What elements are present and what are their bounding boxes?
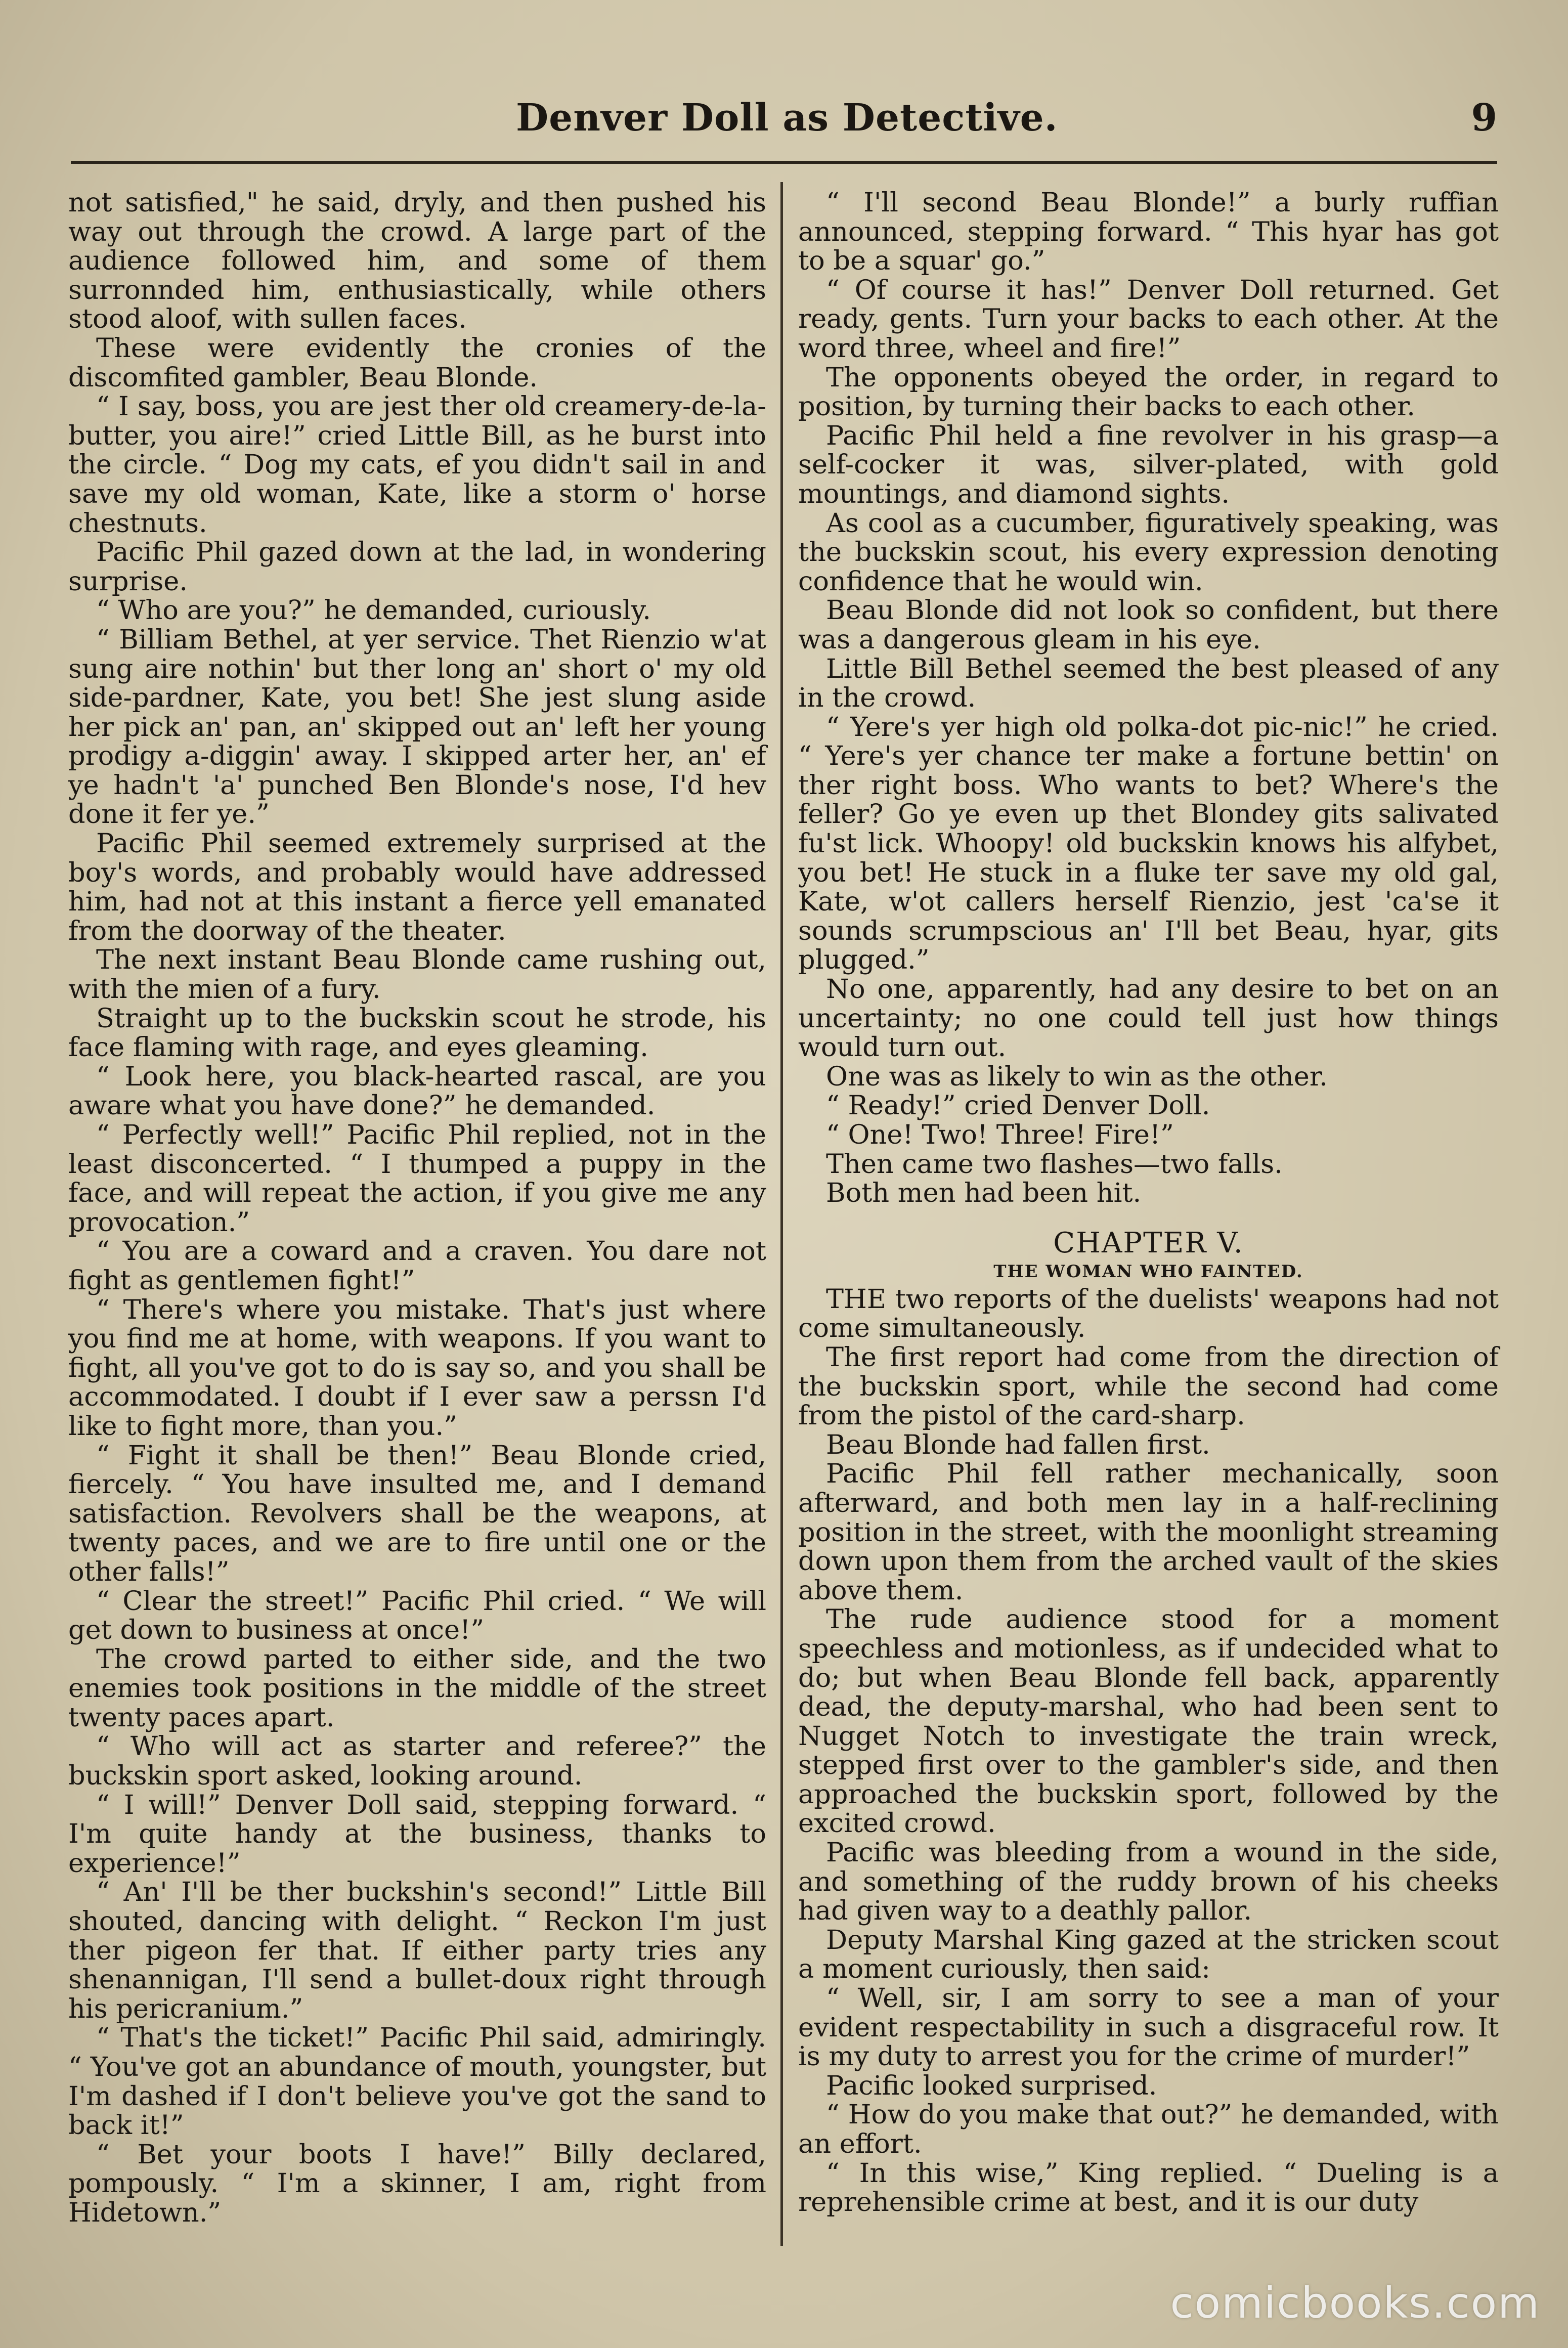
paragraph: As cool as a cucumber, figuratively speaking, was the buckskin scout, his every expression denoting confidence that he would win.: [798, 507, 1499, 597]
paragraph: “ Clear the street!” Pacific Phil cried. “ We will get down to business at once!”: [68, 1585, 766, 1646]
paragraph: “ I'll second Beau Blonde!” a burly ruffian announced, stepping forward. “ This hyar has got to be a squar' go.”: [798, 187, 1499, 277]
paragraph: “ Perfectly well!” Pacific Phil replied, not in the least disconcerted. “ I thumped a puppy in the face, and will repeat the action, if you give me any provocation.”: [68, 1119, 766, 1238]
paragraph: Both men had been hit.: [826, 1178, 1142, 1209]
paragraph: Straight up to the buckskin scout he strode, his face flaming with rage, and eyes gleaming.: [68, 1003, 766, 1063]
paragraph: “ Yere's yer high old polka-dot pic-nic!” he cried. “ Yere's yer chance ter make a fortune bettin' on ther right boss. Who wants to bet? Where's the feller? Go ye even up thet Blondey gits salivated fu'st lick. Whoopy! old buckskin knows his alfybet, you bet! He stuck in a fluke ter save my old gal, Kate, w'ot callers herself Rienzio, jest 'ca'se it sounds scrumpscious an' I'll bet Beau, hyar, gits plugged.”: [798, 711, 1499, 976]
paragraph: The next instant Beau Blonde came rushing out, with the mien of a fury.: [68, 944, 766, 1005]
paragraph: “ You are a coward and a craven. You dare not fight as gentlemen fight!”: [68, 1236, 766, 1296]
running-title: Denver Doll as Detective.: [516, 96, 1058, 140]
paragraph: The crowd parted to either side, and the two enemies took positions in the middle of the street twenty paces apart.: [68, 1643, 766, 1733]
paragraph: “ That's the ticket!” Pacific Phil said, admiringly. “ You've got an abundance of mouth, youngster, but I'm dashed if I don't believe you've got the sand to back it!”: [68, 2022, 766, 2141]
right-column: [798, 188, 1499, 2217]
page-number: 9: [1471, 96, 1497, 140]
paragraph: Pacific Phil fell rather mechanically, soon afterward, and both men lay in a half-reclining position in the street, with the moonlight streaming down upon them from the arched vault of the skies above them.: [798, 1458, 1499, 1606]
paragraph: Beau Blonde did not look so confident, but there was a dangerous gleam in his eye.: [798, 595, 1499, 655]
paragraph: Pacific looked surprised.: [826, 2070, 1157, 2101]
chapter-heading: CHAPTER V.: [1053, 1226, 1244, 1259]
paragraph: The first report had come from the direction of the buckskin sport, while the second had come from the pistol of the card-sharp.: [798, 1341, 1499, 1431]
paragraph: “ Who will act as starter and referee?” the buckskin sport asked, looking around.: [68, 1731, 766, 1792]
paragraph: Then came two flashes—two falls.: [826, 1148, 1283, 1180]
page-header: [71, 96, 1497, 152]
paragraph: “ Fight it shall be then!” Beau Blonde cried, fiercely. “ You have insulted me, and I demand satisfaction. Revolvers shall be the weapons, at twenty paces, and we are to fire until one or the other falls!”: [68, 1440, 766, 1587]
paragraph: “ Of course it has!” Denver Doll returned. Get ready, gents. Turn your backs to each other. At the word three, wheel and fire!”: [798, 274, 1499, 364]
paragraph: “ In this wise,” King replied. “ Dueling is a reprehensible crime at best, and it is our duty: [798, 2157, 1499, 2218]
paragraph: The opponents obeyed the order, in regard to position, by turning their backs to each other.: [798, 362, 1499, 422]
paragraph: No one, apparently, had any desire to bet on an uncertainty; no one could tell just how things would turn out.: [798, 974, 1499, 1063]
paragraph: “ Well, sir, I am sorry to see a man of your evident respectability in such a disgraceful row. It is my duty to arrest you for the crime of murder!”: [798, 1983, 1499, 2072]
paragraph: “ I will!” Denver Doll said, stepping forward. “ I'm quite handy at the business, thanks to experience!”: [68, 1789, 766, 1879]
paragraph: Pacific Phil seemed extremely surprised at the boy's words, and probably would have addressed him, had not at this instant a fierce yell emanated from the doorway of the theater.: [68, 828, 766, 946]
paragraph: Pacific was bleeding from a wound in the side, and something of the ruddy brown of his cheeks had given way to a deathly pallor.: [798, 1837, 1499, 1927]
paragraph: “ Who are you?” he demanded, curiously.: [96, 595, 651, 626]
paragraph: “ Ready!” cried Denver Doll.: [826, 1090, 1210, 1121]
chapter-subtitle: THE WOMAN WHO FAINTED.: [993, 1261, 1303, 1282]
left-column: [68, 188, 766, 2228]
paragraph: “ There's where you mistake. That's just where you find me at home, with weapons. If you want to fight, all you've got to do is say so, and you shall be accommodated. I doubt if I ever saw a perssn I'd like to fight more, than you.”: [68, 1294, 766, 1442]
paragraph: “ Look here, you black-hearted rascal, are you aware what you have done?” he demanded.: [68, 1061, 766, 1121]
header-rule: [71, 161, 1497, 164]
paragraph: The rude audience stood for a moment speechless and motionless, as if undecided what to do; but when Beau Blonde fell back, apparently dead, the deputy-marshal, who had been sent to Nugget Notch to investigate the train wreck, stepped first over to the gambler's side, and then approached the buckskin sport, followed by the excited crowd.: [798, 1604, 1499, 1839]
paragraph: “ One! Two! Three! Fire!”: [826, 1119, 1174, 1150]
paragraph: THE two reports of the duelists' weapons had not come simultaneously.: [798, 1283, 1499, 1344]
paragraph: Deputy Marshal King gazed at the stricken scout a moment curiously, then said:: [798, 1924, 1499, 1985]
paragraph: “ I say, boss, you are jest ther old creamery-de-la-butter, you aire!” cried Little Bill, as he burst into the circle. “ Dog my cats, ef you didn't sail in and save my old woman, Kate, like a storm o' horse chestnuts.: [68, 391, 766, 539]
column-divider: [780, 182, 783, 2246]
paragraph: Little Bill Bethel seemed the best pleased of any in the crowd.: [798, 653, 1499, 714]
watermark: comicbooks.com: [1170, 2278, 1540, 2328]
paragraph: Pacific Phil gazed down at the lad, in wondering surprise.: [68, 537, 766, 597]
paragraph: “ How do you make that out?” he demanded, with an effort.: [798, 2099, 1499, 2159]
paragraph: “ An' I'll be ther buckshin's second!” Little Bill shouted, dancing with delight. “ Reckon I'm just ther pigeon fer that. If either party tries any shenannigan, I'll send a bullet-doux right through his pericranium.”: [68, 1877, 766, 2024]
paragraph: Pacific Phil held a fine revolver in his grasp—a self-cocker it was, silver-plated, with gold mountings, and diamond sights.: [798, 420, 1499, 509]
paragraph: “ Billiam Bethel, at yer service. Thet Rienzio w'at sung aire nothin' but ther long an' short o' my old side-pardner, Kate, you bet! She jest slung aside her pick an' pan, an' skipped out an' left her young prodigy a-diggin' away. I skipped arter her, an' ef ye hadn't 'a' punched Ben Blonde's nose, I'd hev done it fer ye.”: [68, 624, 766, 830]
paragraph: One was as likely to win as the other.: [826, 1061, 1328, 1092]
paragraph: “ Bet your boots I have!” Billy declared, pompously. “ I'm a skinner, I am, right from Hidetown.”: [68, 2139, 766, 2228]
paragraph: Beau Blonde had fallen first.: [826, 1429, 1210, 1460]
paragraph: not satisfied," he said, dryly, and then pushed his way out through the crowd. A large part of the audience followed him, and some of them surronnded him, enthusiastically, while others stood aloof, with sullen faces.: [68, 187, 766, 335]
paragraph: These were evidently the cronies of the discomfited gambler, Beau Blonde.: [68, 332, 766, 393]
